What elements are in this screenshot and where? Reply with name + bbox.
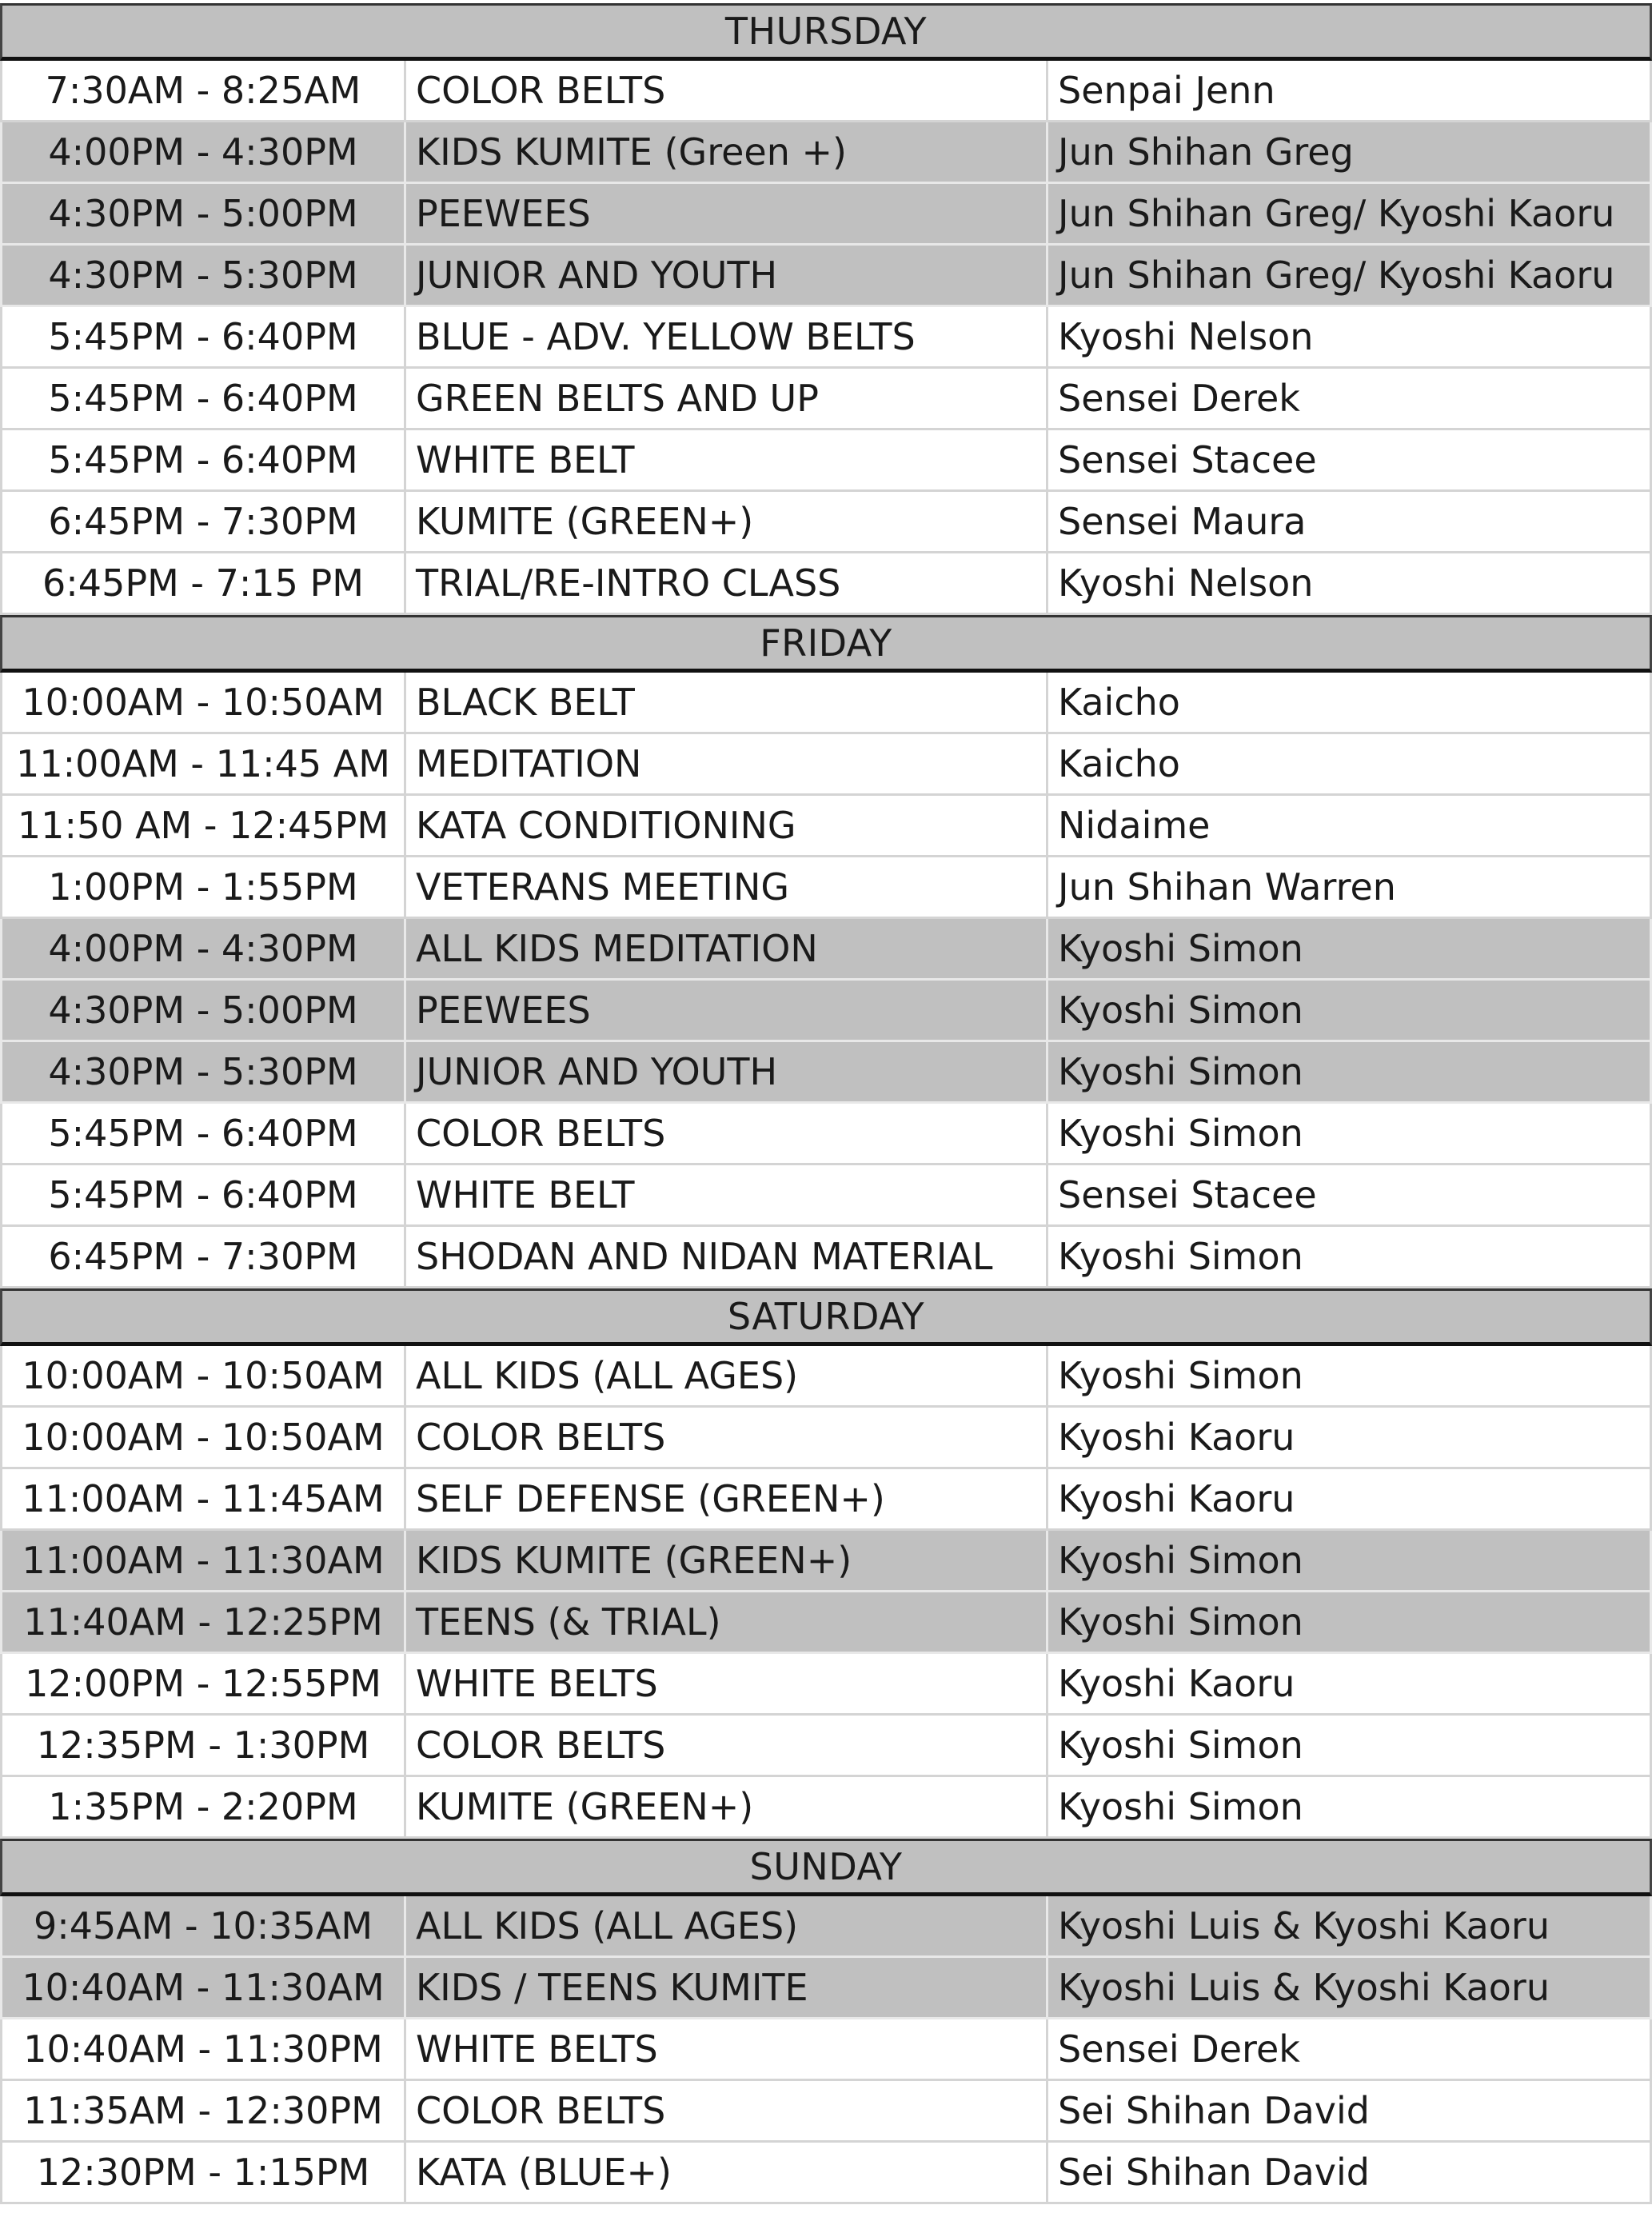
class-time: 10:00AM - 10:50AM <box>0 1408 406 1467</box>
instructor-name: Jun Shihan Warren <box>1048 857 1652 917</box>
day-header: SATURDAY <box>0 1288 1652 1346</box>
instructor-name: Kyoshi Simon <box>1048 1777 1652 1836</box>
class-time: 4:30PM - 5:00PM <box>0 981 406 1040</box>
schedule-row <box>0 673 1652 734</box>
class-name: ALL KIDS (ALL AGES) <box>406 1346 1048 1405</box>
class-time: 10:40AM - 11:30AM <box>0 1958 406 2017</box>
class-name: PEEWEES <box>406 981 1048 1040</box>
class-time: 12:35PM - 1:30PM <box>0 1716 406 1775</box>
class-time: 11:00AM - 11:45AM <box>0 1469 406 1528</box>
schedule-row <box>0 981 1652 1042</box>
instructor-name: Sensei Stacee <box>1048 430 1652 489</box>
class-name: WHITE BELTS <box>406 2019 1048 2079</box>
instructor-name: Kyoshi Simon <box>1048 1042 1652 1101</box>
class-name: JUNIOR AND YOUTH <box>406 246 1048 305</box>
class-name: WHITE BELT <box>406 430 1048 489</box>
class-time: 11:50 AM - 12:45PM <box>0 796 406 855</box>
class-name: BLUE - ADV. YELLOW BELTS <box>406 307 1048 366</box>
day-section-saturday <box>0 1288 1652 1839</box>
class-name: MEDITATION <box>406 734 1048 793</box>
class-name: KUMITE (GREEN+) <box>406 1777 1048 1836</box>
instructor-name: Kyoshi Kaoru <box>1048 1408 1652 1467</box>
schedule-row <box>0 1958 1652 2019</box>
schedule-row <box>0 2019 1652 2081</box>
schedule-row <box>0 492 1652 553</box>
instructor-name: Kyoshi Simon <box>1048 1716 1652 1775</box>
instructor-name: Nidaime <box>1048 796 1652 855</box>
class-schedule <box>0 3 1652 2204</box>
class-time: 11:40AM - 12:25PM <box>0 1592 406 1652</box>
instructor-name: Kyoshi Simon <box>1048 1531 1652 1590</box>
class-time: 4:30PM - 5:30PM <box>0 246 406 305</box>
instructor-name: Kyoshi Simon <box>1048 1227 1652 1286</box>
day-header: SUNDAY <box>0 1839 1652 1896</box>
class-time: 6:45PM - 7:30PM <box>0 492 406 551</box>
instructor-name: Sensei Derek <box>1048 369 1652 428</box>
class-time: 4:00PM - 4:30PM <box>0 919 406 978</box>
instructor-name: Kyoshi Simon <box>1048 981 1652 1040</box>
class-time: 5:45PM - 6:40PM <box>0 1104 406 1163</box>
class-name: COLOR BELTS <box>406 1716 1048 1775</box>
class-time: 5:45PM - 6:40PM <box>0 369 406 428</box>
class-time: 12:30PM - 1:15PM <box>0 2143 406 2202</box>
class-name: ALL KIDS (ALL AGES) <box>406 1896 1048 1955</box>
class-name: WHITE BELTS <box>406 1654 1048 1713</box>
schedule-row <box>0 857 1652 919</box>
instructor-name: Jun Shihan Greg/ Kyoshi Kaoru <box>1048 246 1652 305</box>
class-time: 1:00PM - 1:55PM <box>0 857 406 917</box>
instructor-name: Kyoshi Luis & Kyoshi Kaoru <box>1048 1896 1652 1955</box>
class-name: KUMITE (GREEN+) <box>406 492 1048 551</box>
class-name: SELF DEFENSE (GREEN+) <box>406 1469 1048 1528</box>
schedule-row <box>0 1896 1652 1958</box>
instructor-name: Senpai Jenn <box>1048 61 1652 120</box>
class-name: BLACK BELT <box>406 673 1048 732</box>
class-name: KATA CONDITIONING <box>406 796 1048 855</box>
class-name: TEENS (& TRIAL) <box>406 1592 1048 1652</box>
class-time: 5:45PM - 6:40PM <box>0 307 406 366</box>
schedule-row <box>0 1165 1652 1227</box>
class-time: 5:45PM - 6:40PM <box>0 430 406 489</box>
class-time: 5:45PM - 6:40PM <box>0 1165 406 1224</box>
class-time: 12:00PM - 12:55PM <box>0 1654 406 1713</box>
instructor-name: Kyoshi Kaoru <box>1048 1469 1652 1528</box>
class-name: KIDS / TEENS KUMITE <box>406 1958 1048 2017</box>
schedule-row <box>0 1346 1652 1408</box>
class-time: 10:00AM - 10:50AM <box>0 673 406 732</box>
class-time: 11:00AM - 11:45 AM <box>0 734 406 793</box>
day-header: FRIDAY <box>0 615 1652 673</box>
schedule-row <box>0 1042 1652 1104</box>
schedule-row <box>0 553 1652 615</box>
schedule-row <box>0 1716 1652 1777</box>
class-time: 4:00PM - 4:30PM <box>0 122 406 182</box>
instructor-name: Sensei Derek <box>1048 2019 1652 2079</box>
class-time: 7:30AM - 8:25AM <box>0 61 406 120</box>
instructor-name: Sei Shihan David <box>1048 2081 1652 2140</box>
instructor-name: Kaicho <box>1048 673 1652 732</box>
class-time: 10:00AM - 10:50AM <box>0 1346 406 1405</box>
schedule-row <box>0 122 1652 184</box>
schedule-row <box>0 1531 1652 1592</box>
instructor-name: Kyoshi Luis & Kyoshi Kaoru <box>1048 1958 1652 2017</box>
day-section-thursday <box>0 3 1652 615</box>
class-time: 11:35AM - 12:30PM <box>0 2081 406 2140</box>
instructor-name: Kyoshi Kaoru <box>1048 1654 1652 1713</box>
class-time: 6:45PM - 7:15 PM <box>0 553 406 613</box>
schedule-row <box>0 2143 1652 2204</box>
instructor-name: Kyoshi Simon <box>1048 1104 1652 1163</box>
schedule-row <box>0 2081 1652 2143</box>
schedule-row <box>0 246 1652 307</box>
schedule-row <box>0 734 1652 796</box>
class-time: 4:30PM - 5:30PM <box>0 1042 406 1101</box>
class-time: 10:40AM - 11:30PM <box>0 2019 406 2079</box>
class-time: 1:35PM - 2:20PM <box>0 1777 406 1836</box>
class-name: JUNIOR AND YOUTH <box>406 1042 1048 1101</box>
schedule-row <box>0 1408 1652 1469</box>
schedule-row <box>0 307 1652 369</box>
schedule-row <box>0 1777 1652 1839</box>
schedule-row <box>0 796 1652 857</box>
class-name: PEEWEES <box>406 184 1048 243</box>
schedule-row <box>0 61 1652 122</box>
instructor-name: Kyoshi Nelson <box>1048 553 1652 613</box>
instructor-name: Kyoshi Simon <box>1048 919 1652 978</box>
class-name: KIDS KUMITE (GREEN+) <box>406 1531 1048 1590</box>
class-name: GREEN BELTS AND UP <box>406 369 1048 428</box>
class-name: KATA (BLUE+) <box>406 2143 1048 2202</box>
schedule-row <box>0 430 1652 492</box>
day-section-sunday <box>0 1839 1652 2204</box>
schedule-row <box>0 369 1652 430</box>
class-time: 11:00AM - 11:30AM <box>0 1531 406 1590</box>
class-name: SHODAN AND NIDAN MATERIAL <box>406 1227 1048 1286</box>
instructor-name: Sei Shihan David <box>1048 2143 1652 2202</box>
day-header: THURSDAY <box>0 3 1652 61</box>
instructor-name: Kyoshi Simon <box>1048 1592 1652 1652</box>
day-section-friday <box>0 615 1652 1288</box>
instructor-name: Kaicho <box>1048 734 1652 793</box>
class-time: 6:45PM - 7:30PM <box>0 1227 406 1286</box>
schedule-row <box>0 1592 1652 1654</box>
class-time: 4:30PM - 5:00PM <box>0 184 406 243</box>
class-name: ALL KIDS MEDITATION <box>406 919 1048 978</box>
schedule-row <box>0 1227 1652 1288</box>
class-name: TRIAL/RE-INTRO CLASS <box>406 553 1048 613</box>
class-name: COLOR BELTS <box>406 2081 1048 2140</box>
schedule-row <box>0 1104 1652 1165</box>
class-name: COLOR BELTS <box>406 61 1048 120</box>
instructor-name: Jun Shihan Greg/ Kyoshi Kaoru <box>1048 184 1652 243</box>
instructor-name: Jun Shihan Greg <box>1048 122 1652 182</box>
schedule-row <box>0 919 1652 981</box>
class-time: 9:45AM - 10:35AM <box>0 1896 406 1955</box>
instructor-name: Sensei Stacee <box>1048 1165 1652 1224</box>
class-name: WHITE BELT <box>406 1165 1048 1224</box>
schedule-row <box>0 1469 1652 1531</box>
schedule-row <box>0 1654 1652 1716</box>
instructor-name: Sensei Maura <box>1048 492 1652 551</box>
class-name: COLOR BELTS <box>406 1104 1048 1163</box>
instructor-name: Kyoshi Simon <box>1048 1346 1652 1405</box>
class-name: COLOR BELTS <box>406 1408 1048 1467</box>
schedule-row <box>0 184 1652 246</box>
instructor-name: Kyoshi Nelson <box>1048 307 1652 366</box>
class-name: VETERANS MEETING <box>406 857 1048 917</box>
class-name: KIDS KUMITE (Green +) <box>406 122 1048 182</box>
